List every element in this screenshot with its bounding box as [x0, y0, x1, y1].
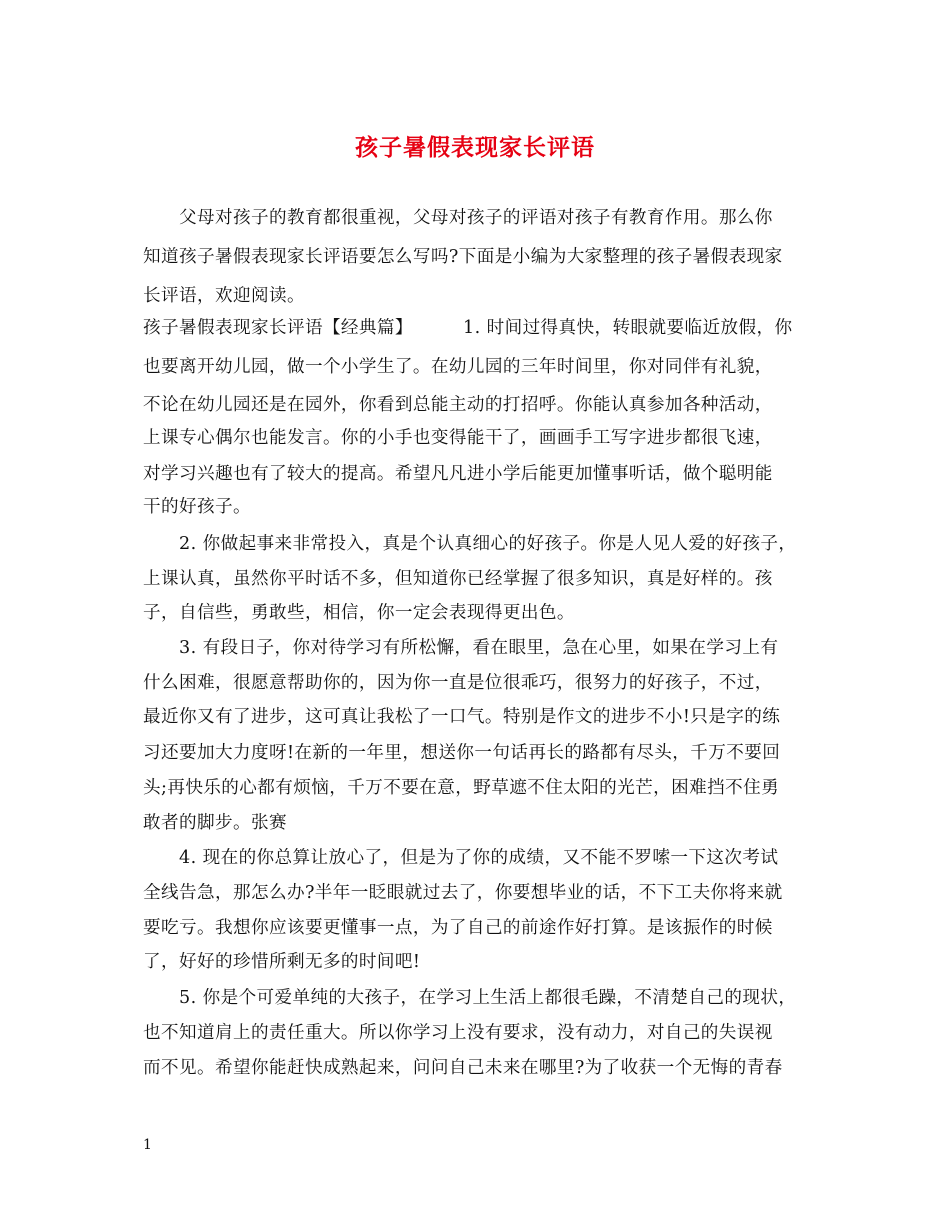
- page-number: 1: [143, 1137, 152, 1153]
- paragraph-line: 敢者的脚步。张赛: [143, 813, 287, 833]
- paragraph-line: 上课认真，虽然你平时话不多，但知道你已经掌握了很多知识，真是好样的。孩: [143, 569, 773, 589]
- paragraph-line: 最近你又有了进步，这可真让我松了一口气。特别是作文的进步不小!只是字的练: [143, 707, 781, 727]
- paragraph-line: 上课专心偶尔也能发言。你的小手也变得能干了，画画手工写字进步都很飞速，: [143, 428, 773, 448]
- paragraph-line: 什么困难，很愿意帮助你的，因为你一直是位很乖巧，很努力的好孩子，不过，: [143, 673, 773, 693]
- paragraph-line: 全线告急，那怎么办?半年一眨眼就过去了，你要想毕业的话，不下工夫你将来就: [143, 883, 783, 903]
- paragraph-line: 而不见。希望你能赶快成熟起来，问问自己未来在哪里?为了收获一个无悔的青春: [143, 1058, 783, 1078]
- paragraph-line: 3. 有段日子，你对待学习有所松懈，看在眼里，急在心里，如果在学习上有: [179, 638, 779, 658]
- paragraph-line: 子，自信些，勇敢些，相信，你一定会表现得更出色。: [143, 603, 575, 623]
- paragraph-line: 要吃亏。我想你应该要更懂事一点，为了自己的前途作好打算。是该振作的时候: [143, 918, 773, 938]
- document-title: 孩子暑假表现家长评语: [355, 134, 595, 161]
- paragraph-line: 了，好好的珍惜所剩无多的时间吧!: [143, 952, 421, 972]
- paragraph-line: 知道孩子暑假表现家长评语要怎么写吗?下面是小编为大家整理的孩子暑假表现家: [143, 247, 783, 267]
- paragraph-line: 头;再快乐的心都有烦恼，千万不要在意，野草遮不住太阳的光芒，困难挡不住勇: [143, 778, 780, 798]
- section-heading-line: [143, 312, 792, 344]
- paragraph-line: 5. 你是个可爱单纯的大孩子，在学习上生活上都很毛躁，不清楚自己的现状，: [179, 988, 797, 1008]
- section-heading: 孩子暑假表现家长评语【经典篇】: [143, 318, 413, 338]
- paragraph-line: 父母对孩子的教育都很重视，父母对孩子的评语对孩子有教育作用。那么你: [179, 208, 773, 228]
- paragraph-line: 2. 你做起事来非常投入，真是个认真细心的好孩子。你是人见人爱的好孩子，: [179, 534, 797, 554]
- paragraph-text: 1. 时间过得真快，转眼就要临近放假，你: [463, 318, 793, 338]
- paragraph-line: 4. 现在的你总算让放心了，但是为了你的成绩，又不能不罗嗦一下这次考试: [179, 848, 779, 868]
- paragraph-line: 也不知道肩上的责任重大。所以你学习上没有要求，没有动力，对自己的失误视: [143, 1023, 773, 1043]
- paragraph-line: 对学习兴趣也有了较大的提高。希望凡凡进小学后能更加懂事听话，做个聪明能: [143, 464, 773, 484]
- paragraph-line: 也要离开幼儿园，做一个小学生了。在幼儿园的三年时间里，你对同伴有礼貌，: [143, 357, 773, 377]
- paragraph-line: 不论在幼儿园还是在园外，你看到总能主动的打招呼。你能认真参加各种活动，: [143, 395, 773, 415]
- paragraph-line: 习还要加大力度呀!在新的一年里，想送你一句话再长的路都有尽头，千万不要回: [143, 743, 781, 763]
- paragraph-line: 长评语，欢迎阅读。: [143, 286, 305, 306]
- paragraph-line: 干的好孩子。: [143, 497, 251, 517]
